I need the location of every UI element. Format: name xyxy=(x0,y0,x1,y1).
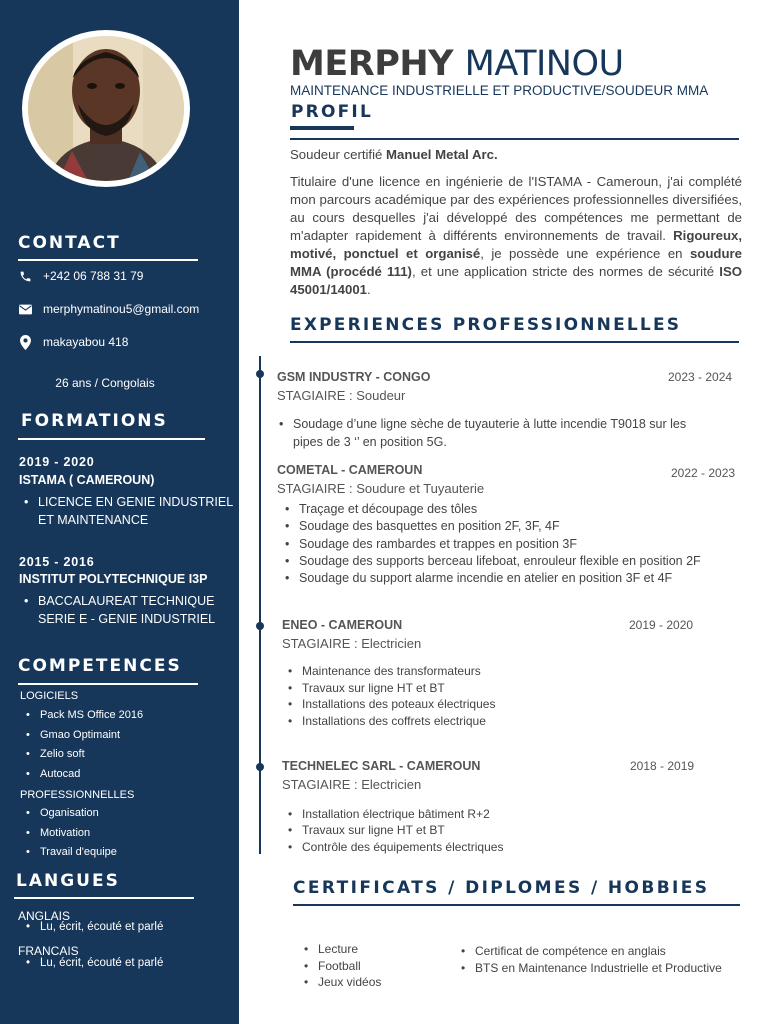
sidebar xyxy=(0,0,239,1024)
phone-text[interactable]: +242 06 788 31 79 xyxy=(43,269,144,283)
job-1-tasks xyxy=(277,415,717,451)
profil-divider xyxy=(290,138,739,140)
job-3-role: STAGIAIRE : Electricien xyxy=(282,636,422,651)
contact-address xyxy=(18,335,128,349)
job-4-role: STAGIAIRE : Electricien xyxy=(282,777,422,792)
first-name: MERPHY xyxy=(290,44,453,84)
langues-title: LANGUES xyxy=(16,871,120,891)
candidate-name xyxy=(290,44,624,84)
job-1-dates: 2023 - 2024 xyxy=(668,370,733,384)
language-2-level xyxy=(18,954,163,972)
list-item: • Travail d'equipe xyxy=(18,843,117,863)
job-2-tasks xyxy=(283,501,701,587)
address-text: makayabou 418 xyxy=(43,335,129,349)
language-2-name: FRANCAIS xyxy=(18,944,79,958)
competences-title: COMPETENCES xyxy=(18,656,182,676)
last-name: MATINOU xyxy=(464,44,624,84)
list-item: • Soudage des supports berceau lifeboat, enrouleur flexible en position 2F xyxy=(283,553,701,570)
job-subtitle: MAINTENANCE INDUSTRIELLE ET PRODUCTIVE/SOUDEUR MMA xyxy=(290,83,709,98)
contact-email xyxy=(18,302,199,316)
profile-photo xyxy=(28,36,184,181)
list-item: • Autocad xyxy=(18,765,143,785)
list-item: • Certificat de compétence en anglais xyxy=(459,943,722,960)
profil-summary: Titulaire d'une licence en ingénierie de l'ISTAMA - Cameroun, j'ai complété mon parcours académique par des expériences professionnelles diversifiées, au cours desquelles j'ai développé des compétences me permettant de m'adapter rapidement à différents environnements de travail. Rigoureux, motivé, ponctuel et organisé, je possède une expérience en soudure MMA (procédé 111), et une application stricte des normes de sécurité ISO 45001/14001. xyxy=(290,174,742,297)
list-item: • Installation électrique bâtiment R+2 xyxy=(286,806,503,822)
diplomes-list xyxy=(459,943,722,976)
job-3-dates: 2019 - 2020 xyxy=(629,618,694,632)
contact-divider xyxy=(18,259,198,261)
formation-1-school: ISTAMA ( CAMEROUN) xyxy=(19,473,155,487)
avatar xyxy=(22,30,190,187)
formations-title: FORMATIONS xyxy=(21,411,168,431)
list-item: • Installations des poteaux électriques xyxy=(286,696,495,713)
professionnelles-label: PROFESSIONNELLES xyxy=(20,789,135,801)
formation-1-degree xyxy=(18,493,233,529)
contact-phone xyxy=(18,269,143,283)
formation-2-school: INSTITUT POLYTECHNIQUE I3P xyxy=(19,572,208,586)
list-item: • BACCALAUREAT TECHNIQUE SERIE E - GENIE INDUSTRIEL xyxy=(30,592,215,628)
timeline-dot xyxy=(256,370,264,378)
competences-divider xyxy=(18,683,198,685)
list-item: • Oganisation xyxy=(18,804,117,824)
job-4-tasks xyxy=(286,806,503,855)
list-item: • Soudage d’une ligne sèche de tuyauterie à lutte incendie T9018 sur les pipes de 3 ‘’ en position 5G. xyxy=(277,415,717,451)
job-4-company: TECHNELEC SARL - CAMEROUN xyxy=(282,759,481,773)
list-item: • Lu, écrit, écouté et parlé xyxy=(18,918,163,936)
job-4-dates: 2018 - 2019 xyxy=(630,759,695,773)
list-item: • Travaux sur ligne HT et BT xyxy=(286,822,503,838)
list-item: • Travaux sur ligne HT et BT xyxy=(286,680,495,697)
experiences-divider xyxy=(290,341,739,343)
job-1-role: STAGIAIRE : Soudeur xyxy=(277,388,406,403)
logiciels-label: LOGICIELS xyxy=(20,690,79,702)
profil-accent xyxy=(290,126,354,130)
logiciels-list xyxy=(18,706,143,784)
list-item: • Football xyxy=(302,958,381,975)
list-item: • Zelio soft xyxy=(18,745,143,765)
list-item: • Lu, écrit, écouté et parlé xyxy=(18,954,163,972)
list-item: • Gmao Optimaint xyxy=(18,726,143,746)
language-1-level xyxy=(18,918,163,936)
location-pin-icon xyxy=(18,335,32,349)
list-item: • Pack MS Office 2016 xyxy=(18,706,143,726)
langues-divider xyxy=(14,897,194,899)
formation-2-degree xyxy=(18,592,215,628)
list-item: • BTS en Maintenance Industrielle et Productive xyxy=(459,960,722,977)
list-item: • Contrôle des équipements électriques xyxy=(286,839,503,855)
list-item: • Installations des coffrets electrique xyxy=(286,713,495,730)
list-item: • Soudage des basquettes en position 2F, 3F, 4F xyxy=(283,518,701,535)
list-item: • Maintenance des transformateurs xyxy=(286,663,495,680)
contact-title: CONTACT xyxy=(18,233,121,253)
professionnelles-list xyxy=(18,804,117,863)
job-1-company: GSM INDUSTRY - CONGO xyxy=(277,370,431,384)
phone-icon xyxy=(18,269,32,283)
list-item: • Soudage du support alarme incendie en atelier en position 3F et 4F xyxy=(283,570,701,587)
profil-title: PROFIL xyxy=(291,102,373,122)
list-item: • Motivation xyxy=(18,824,117,844)
job-2-role: STAGIAIRE : Soudure et Tuyauterie xyxy=(277,481,485,496)
certificats-title: CERTIFICATS / DIPLOMES / HOBBIES xyxy=(293,878,710,898)
formation-1-years: 2019 - 2020 xyxy=(19,455,95,469)
list-item: • Jeux vidéos xyxy=(302,974,381,991)
list-item: • Lecture xyxy=(302,941,381,958)
job-2-dates: 2022 - 2023 xyxy=(671,466,736,480)
job-3-tasks xyxy=(286,663,495,729)
job-2-company: COMETAL - CAMEROUN xyxy=(277,463,423,477)
list-item: • Soudage des rambardes et trappes en position 3F xyxy=(283,536,701,553)
mail-icon xyxy=(18,302,32,316)
age-nationality: 26 ans / Congolais xyxy=(55,376,155,390)
list-item: • LICENCE EN GENIE INDUSTRIEL ET MAINTENANCE xyxy=(30,493,233,529)
timeline-line xyxy=(259,356,261,854)
profil-line1: Soudeur certifié Manuel Metal Arc. xyxy=(290,147,498,162)
experiences-title: EXPERIENCES PROFESSIONNELLES xyxy=(290,315,682,335)
hobbies-list xyxy=(302,941,381,991)
formation-2-years: 2015 - 2016 xyxy=(19,555,95,569)
language-1-name: ANGLAIS xyxy=(18,909,71,923)
certificats-divider xyxy=(293,904,740,906)
list-item: • Traçage et découpage des tôles xyxy=(283,501,701,518)
timeline-dot xyxy=(256,763,264,771)
job-3-company: ENEO - CAMEROUN xyxy=(282,618,403,632)
email-text[interactable]: merphymatinou5@gmail.com xyxy=(43,302,200,316)
timeline-dot xyxy=(256,622,264,630)
formations-divider xyxy=(18,438,205,440)
